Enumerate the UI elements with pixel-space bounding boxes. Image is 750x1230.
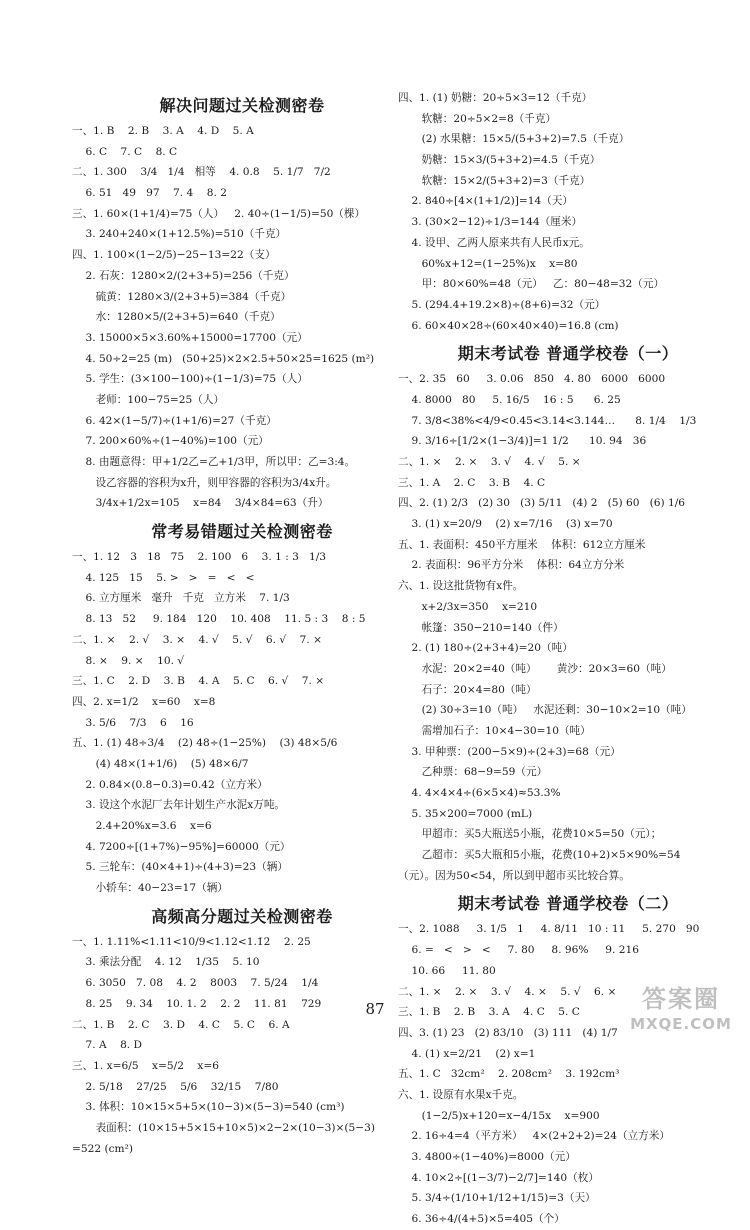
answer-line: （元）。因为50<54，所以到甲超市买比较合算。	[398, 869, 630, 882]
answer-line: 5. 学生：(3×100−100)÷(1−1/3)=75（人）	[72, 373, 308, 386]
answer-line: 8. × 9. × 10. √	[72, 654, 185, 667]
answer-line: 软糖：20÷5×2=8（千克）	[398, 112, 557, 125]
answer-line: 4. 8000 80 5. 16/5 16 : 5 6. 25	[398, 393, 621, 406]
answer-line: 3/4x+1/2x=105 x=84 3/4×84=63（升）	[72, 497, 329, 510]
answer-line: 4. 设甲、乙两人原来共有人民币x元。	[398, 236, 590, 249]
answer-line: 五、1. (1) 48÷3/4 (2) 48÷(1−25%) (3) 48×5/6	[72, 737, 338, 750]
answer-line: 六、1. 设原有水果x千克。	[398, 1088, 524, 1101]
answer-line: 2. 石灰：1280×2/(2+3+5)=256（千克）	[72, 269, 295, 282]
answer-line: (2) 水果糖：15×5/(5+3+2)=7.5（千克）	[398, 133, 630, 146]
section-body-final-exam-2	[398, 919, 738, 1229]
answer-line: =522 (cm²)	[72, 1142, 133, 1155]
answer-line: 六、1. 设这批货物有x件。	[398, 580, 524, 593]
answer-line: 硫黄：1280×3/(2+3+5)=384（千克）	[72, 290, 292, 303]
answer-line: 一、1. 12 3 18 75 2. 100 6 3. 1 : 3 1/3	[72, 551, 327, 564]
answer-line: 5. 三轮车：(40×4+1)÷(4+3)=23（辆）	[72, 861, 288, 874]
section-title-common-mistakes: 常考易错题过关检测密卷	[151, 522, 333, 542]
answer-line: 甲超市：买5大瓶送5小瓶，花费10×5=50（元）；	[398, 828, 662, 841]
answer-line: 乙种票：68−9=59（元）	[398, 766, 548, 779]
answer-line: 5. 3/4÷(1/10+1/12+1/15)=3（天）	[398, 1192, 596, 1205]
answer-line: 9. 3/16÷[1/2×(1−3/4)]=1 1/2 10. 94 36	[398, 435, 647, 448]
answer-line: 设乙容器的容积为x升，则甲容器的容积为3/4x升。	[72, 476, 337, 489]
answer-line: 一、2. 35 60 3. 0.06 850 4. 80 6000 6000	[398, 373, 666, 386]
left-column	[72, 88, 412, 1159]
answer-line: 3. 乘法分配 4. 12 1/35 5. 10	[72, 956, 260, 969]
answer-line: 四、3. (1) 23 (2) 83/10 (3) 111 (4) 1/7	[398, 1026, 618, 1039]
section-body-common-mistakes	[72, 547, 412, 899]
section-title-final-exam-1: 期末考试卷 普通学校卷（一）	[457, 344, 679, 364]
answer-line: 三、1. C 2. D 3. B 4. A 5. C 6. √ 7. ×	[72, 675, 325, 688]
answer-line: 三、1. A 2. C 3. B 4. C	[398, 476, 546, 489]
answer-line: (2) 30÷3=10（吨） 水泥还剩：30−10×2=10（吨）	[398, 704, 692, 717]
watermark-logo	[618, 985, 744, 1039]
answer-line: 3. 设这个水泥厂去年计划生产水泥x万吨。	[72, 799, 286, 812]
answer-line: 乙超市：买5大瓶和5小瓶，花费(10+2)×5×90%=54	[398, 849, 681, 862]
answer-line: 二、1. × 2. × 3. √ 4. √ 5. ×	[398, 456, 581, 468]
answer-line: 3. 15000×5×3.60%+15000=17700（元）	[72, 331, 308, 344]
answer-line: 4. 7200÷[(1+7%)−95%]=60000（元）	[72, 840, 291, 853]
answer-line: 6. 42×(1−5/7)÷(1+1/6)=27（千克）	[72, 414, 277, 427]
section-body-final-exam-1	[398, 369, 738, 886]
answer-line: 7. A 8. D	[72, 1039, 143, 1052]
right-column	[398, 88, 738, 1230]
answer-line: 三、1. 60×(1+1/4)=75（人） 2. 40÷(1−1/5)=50（棵）	[72, 207, 366, 220]
answer-line: 水：1280×5/(2+3+5)=640（千克）	[72, 311, 281, 324]
answer-line: 四、2. x=1/2 x=60 x=8	[72, 695, 216, 708]
answer-line: 甲：80×60%=48（元） 乙：80−48=32（元）	[398, 278, 665, 291]
answer-line: (4) 48×(1+1/6) (5) 48×6/7	[72, 757, 249, 770]
answer-line: 4. (1) x=2/21 (2) x=1	[398, 1047, 536, 1060]
section-body-high-frequency	[72, 932, 412, 1160]
watermark-url: MXQE.COM	[630, 1015, 732, 1033]
answer-line: 6. 60×40×28÷(60×40×40)=16.8 (cm)	[398, 319, 619, 332]
answer-line: 帐篷：350−210=140（件）	[398, 621, 564, 634]
answer-line: 4. 10×2÷[(1−3/7)−2/7]=140（枚）	[398, 1171, 599, 1184]
answer-line: 四、1. (1) 奶糖：20÷5×3=12（千克）	[398, 92, 593, 104]
answer-line: 2.4+20%x=3.6 x=6	[72, 820, 212, 832]
answer-line: 需增加石子：10×4−30=10（吨）	[398, 724, 591, 737]
answer-line: 二、1. 300 3/4 1/4 相等 4. 0.8 5. 1/7 7/2	[72, 166, 331, 179]
answer-line: 3. 5/6 7/3 6 16	[72, 716, 194, 729]
answer-line: (1−2/5)x+120=x−4/15x x=900	[398, 1109, 600, 1122]
answer-line: 6. 立方厘米 毫升 千克 立方米 7. 1/3	[72, 592, 290, 605]
answer-line: 5. 35×200=7000 (mL)	[398, 807, 533, 820]
answer-line: 一、2. 1088 3. 1/5 1 4. 8/11 10 : 11 5. 270 90	[398, 923, 700, 936]
answer-line: 6. C 7. C 8. C	[72, 145, 178, 158]
answer-line: 2. 表面积：96平方分米 体积：64立方分米	[398, 559, 625, 572]
answer-line: 二、1. × 2. × 3. √ 4. × 5. √ 6. ×	[398, 985, 617, 998]
answer-line: 60%x+12=(1−25%)x x=80	[398, 257, 578, 270]
answer-line: 水泥：20×2=40（吨） 黄沙：20×3=60（吨）	[398, 662, 672, 675]
answer-line: 二、1. B 2. C 3. D 4. C 5. C 6. A	[72, 1018, 290, 1031]
section-body-problem-solving	[72, 121, 412, 514]
answer-line: 五、1. 表面积：450平方厘米 体积：612立方厘米	[398, 538, 646, 551]
answer-line: 老师：100−75=25（人）	[72, 393, 225, 406]
answer-line: 三、1. x=6/5 x=5/2 x=6	[72, 1059, 219, 1072]
answer-line: 5. (294.4+19.2×8)÷(8+6)=32（元）	[398, 298, 606, 311]
answer-line: 3. 体积：10×15×5+5×(10−3)×(5−3)=540 (cm³)	[72, 1101, 345, 1114]
answer-line: 奶糖：15×3/(5+3+2)=4.5（千克）	[398, 154, 601, 167]
answer-line: 2. 5/18 27/25 5/6 32/15 7/80	[72, 1080, 279, 1093]
answer-line: 10. 66 11. 80	[398, 964, 496, 977]
answer-line: 软糖：15×2/(5+3+2)=3（千克）	[398, 174, 591, 187]
answer-line: 6. 51 49 97 7. 4 8. 2	[72, 187, 227, 200]
answer-line: 表面积：(10×15+5×15+10×5)×2−2×(10−3)×(5−3)	[72, 1121, 375, 1134]
answer-line: 一、1. 1.11%<1.11<10/9<1.12<1.1̇2̇ 2. 25	[72, 935, 311, 948]
section-title-final-exam-2: 期末考试卷 普通学校卷（二）	[457, 894, 679, 914]
answer-line: 4. 125 15 5. > > = < <	[72, 571, 255, 584]
answer-line: 3. 甲种票：(200−5×9)÷(2+3)=68（元）	[398, 745, 621, 758]
answer-line: 四、1. 100×(1−2/5)−25−13=22（支）	[72, 249, 276, 262]
answer-line: 五、1. C 32cm² 2. 208cm² 3. 192cm³	[398, 1068, 620, 1081]
answer-line: 小轿车：40−23=17（辆）	[72, 882, 228, 895]
page-number: 87	[365, 1000, 385, 1018]
answer-line: 2. 16÷4=4（平方米） 4×(2+2+2)=24（立方米）	[398, 1130, 670, 1143]
section-title-problem-solving: 解决问题过关检测密卷	[159, 96, 325, 115]
answer-line: 8. 25 9. 34 10. 1. 2 2. 2 11. 81 729	[72, 997, 322, 1010]
answer-line: 8. 13 52 9. 184 120 10. 408 11. 5 : 3 8 : 5	[72, 613, 366, 626]
answer-line: 6. = < > < 7. 80 8. 96% 9. 216	[398, 944, 639, 957]
answer-line: 4. 50÷2=25 (m) (50+25)×2×2.5+50×25=1625 (m²)	[72, 352, 375, 365]
answer-line: 4. 4×4×4÷(6×5×4)≈53.3%	[398, 787, 561, 799]
answer-line: 8. 由题意得：甲+1/2乙=乙+1/3甲，所以甲：乙=3:4。	[72, 456, 356, 468]
answer-line: 3. 240+240×(1+12.5%)=510（千克）	[72, 228, 287, 241]
watermark-logo-text: 答案圈	[642, 985, 720, 1013]
answer-line: 2. 840÷[4×(1+1/2)]=14（天）	[398, 195, 573, 208]
answer-line: 一、1. B 2. B 3. A 4. D 5. A	[72, 125, 254, 137]
answer-line: 石子：20×4=80（吨）	[398, 683, 537, 696]
answer-line: 6. 36÷4/(4+5)×5=405（个）	[398, 1213, 565, 1226]
answer-line: 四、2. (1) 2/3 (2) 30 (3) 5/11 (4) 2 (5) 60 (6) 1/6	[398, 497, 686, 510]
answer-line: 二、1. × 2. √ 3. × 4. √ 5. √ 6. √ 7. ×	[72, 633, 322, 646]
answer-line: 6. 3050 7. 08 4. 2 8003 7. 5/24 1/4	[72, 977, 319, 990]
answer-line: 3. (1) x=20/9 (2) x=7/16 (3) x=70	[398, 518, 613, 531]
section-title-high-frequency: 高频高分题过关检测密卷	[151, 906, 333, 926]
answer-line: 2. 0.84×(0.8−0.3)=0.42（立方米）	[72, 778, 268, 791]
answer-line: 三、1. B 2. B 3. A 4. C 5. C	[398, 1006, 580, 1019]
answer-line: 3. 4800÷(1−40%)=8000（元）	[398, 1151, 576, 1163]
section-body-problem-solving-continued	[398, 88, 738, 336]
answer-line: 7. 200×60%÷(1−40%)=100（元）	[72, 435, 269, 448]
answer-line: x+2/3x=350 x=210	[398, 600, 538, 613]
answer-line: 7. 3/8<38%<4/9<0.45<3.14<3.144… 8. 1/4 1/3	[398, 414, 697, 427]
answer-line: 3. (30×2−12)÷1/3=144（厘米）	[398, 216, 583, 229]
answer-line: 2. (1) 180÷(2+3+4)=20（吨）	[398, 642, 573, 655]
